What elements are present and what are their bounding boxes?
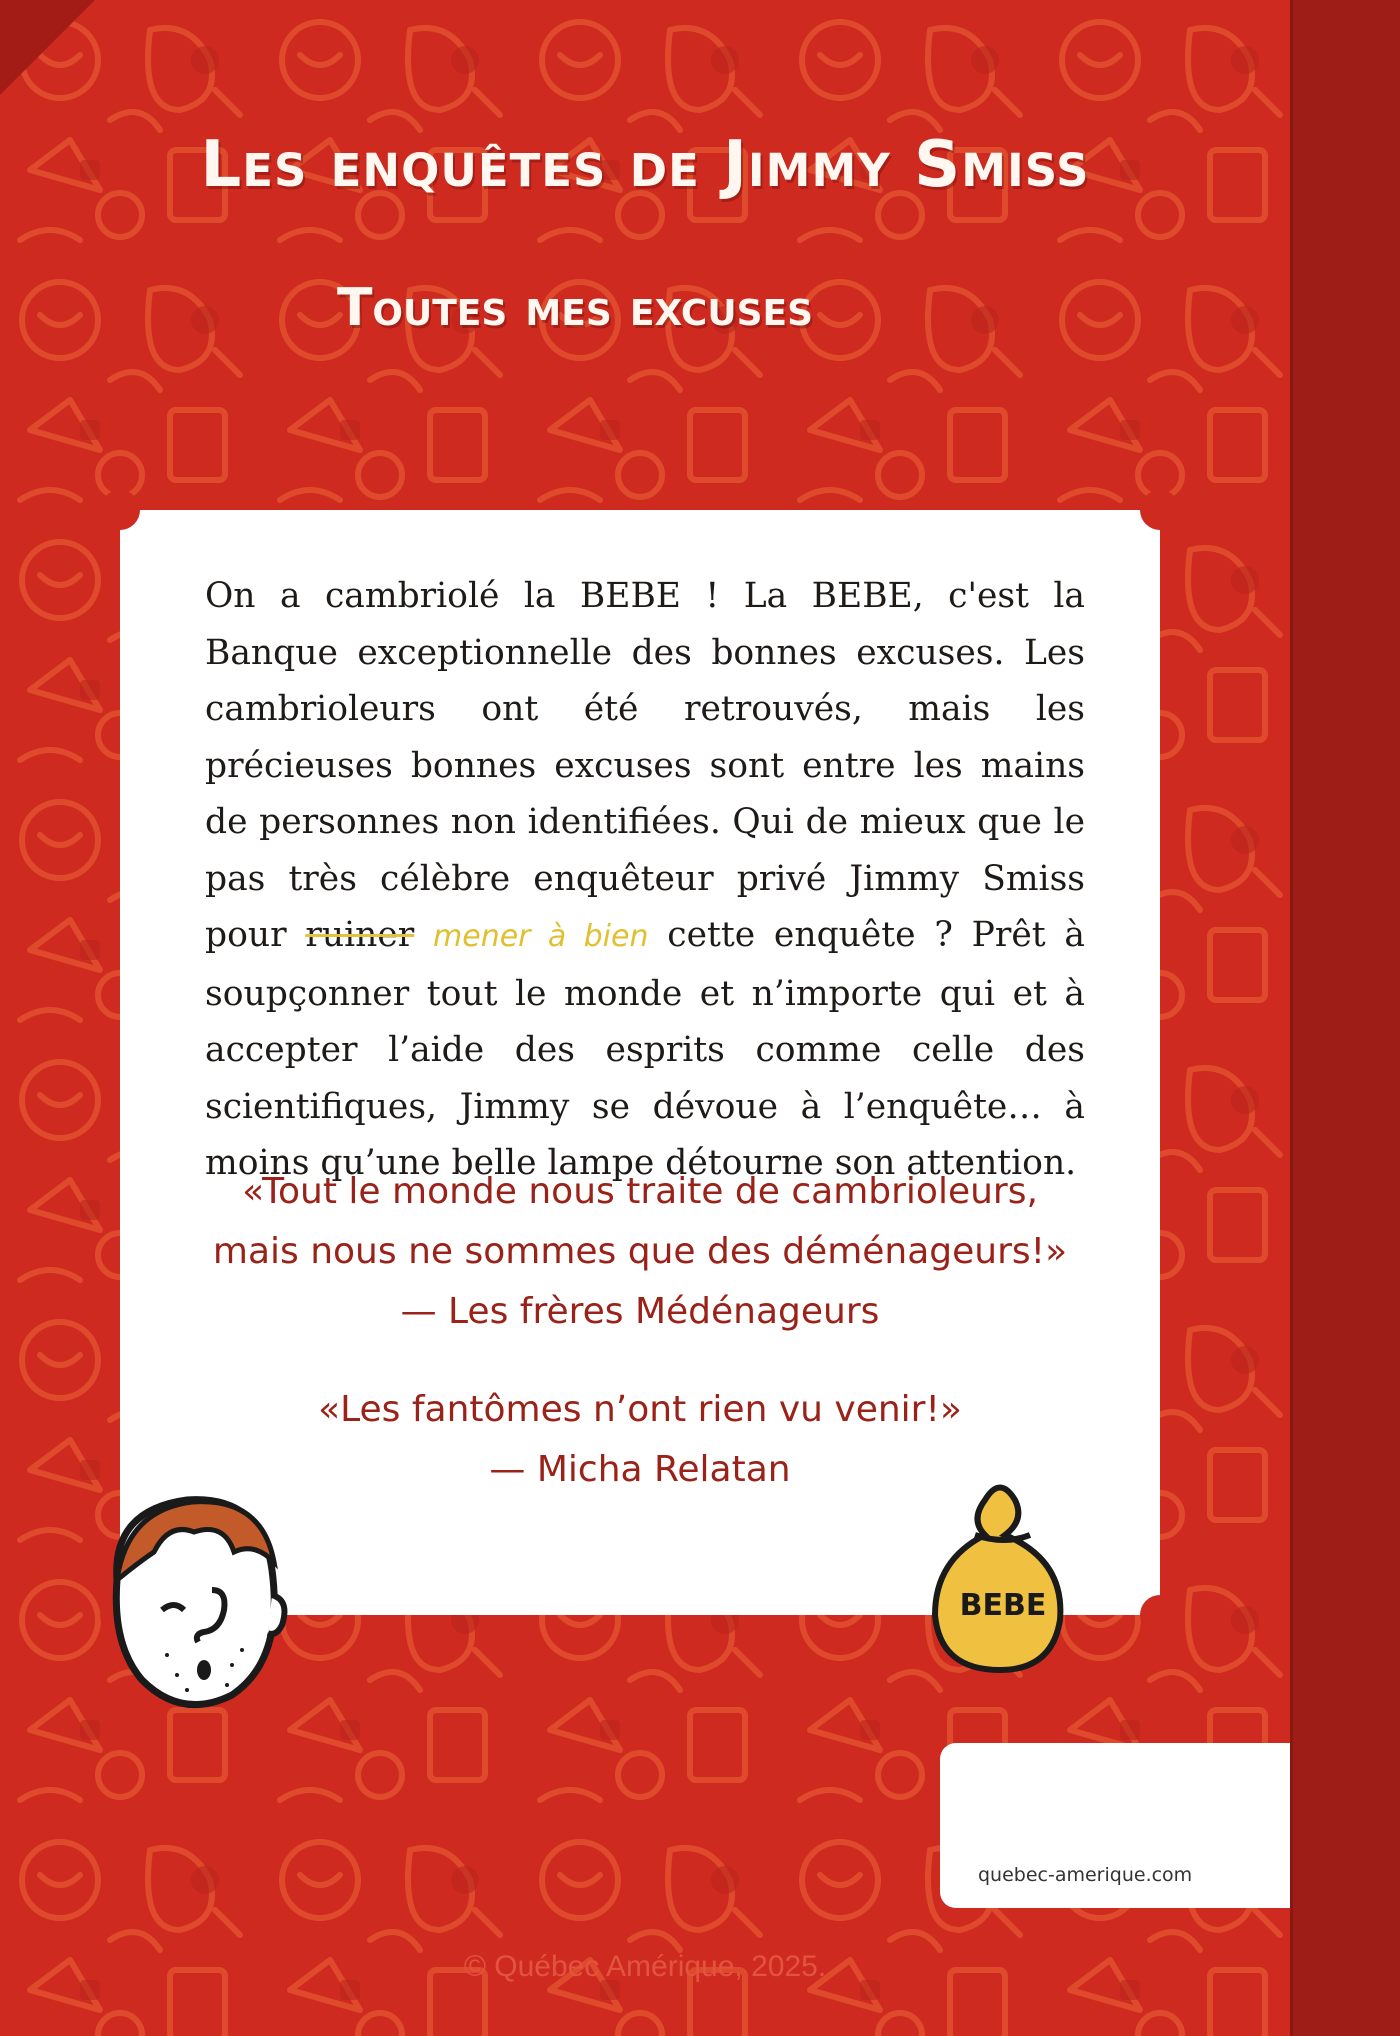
panel-notch xyxy=(1140,490,1180,530)
blurb-text xyxy=(205,568,1085,1192)
quote-author: — Micha Relatan xyxy=(489,1449,791,1490)
quote-line: «Tout le monde nous traite de cambrioleurs, xyxy=(242,1171,1038,1212)
struck-word: ruiner xyxy=(305,915,415,955)
quote-line: mais nous ne sommes que des déménageurs!» xyxy=(212,1231,1068,1272)
handwritten-correction: mener à bien xyxy=(433,919,649,954)
panel-notch xyxy=(100,490,140,530)
series-title: Les enquêtes de Jimmy Smiss xyxy=(200,128,1090,202)
corner-fold xyxy=(0,0,95,95)
jimmy-face-icon xyxy=(92,1485,292,1715)
bag-label: BEBE xyxy=(959,1588,1047,1623)
money-bag-icon xyxy=(915,1480,1090,1680)
quote-demenageurs xyxy=(120,1162,1160,1342)
publisher-url[interactable]: quebec-amerique.com xyxy=(978,1864,1193,1886)
blurb-part-1: On a cambriolé la BEBE ! La BEBE, c'est la Banque exceptionnelle des bonnes excuses. Les cambrioleurs ont été retrouvés, mais les précieuses bonnes excuses sont entre les mains de personnes non identifiées. Qui de mieux que le pas très célèbre enquêteur privé Jimmy Smiss pour xyxy=(205,576,1085,955)
blurb-part-2: cette enquête ? Prêt à soupçonner tout le monde et n’importe qui et à accepter l’aide des esprits comme celle des scientifiques, Jimmy se dévoue à l’enquête… à moins qu’une belle lampe détourne son attention. xyxy=(205,915,1085,1183)
quote-author: — Les frères Médénageurs xyxy=(400,1291,880,1332)
book-title: Toutes mes excuses xyxy=(336,278,814,338)
panel-notch xyxy=(1140,1595,1180,1635)
book-spine xyxy=(1290,0,1400,2036)
quote-line: «Les fantômes n’ont rien vu venir!» xyxy=(318,1389,962,1430)
copyright-watermark: © Québec Amérique, 2025. xyxy=(463,1950,827,1983)
